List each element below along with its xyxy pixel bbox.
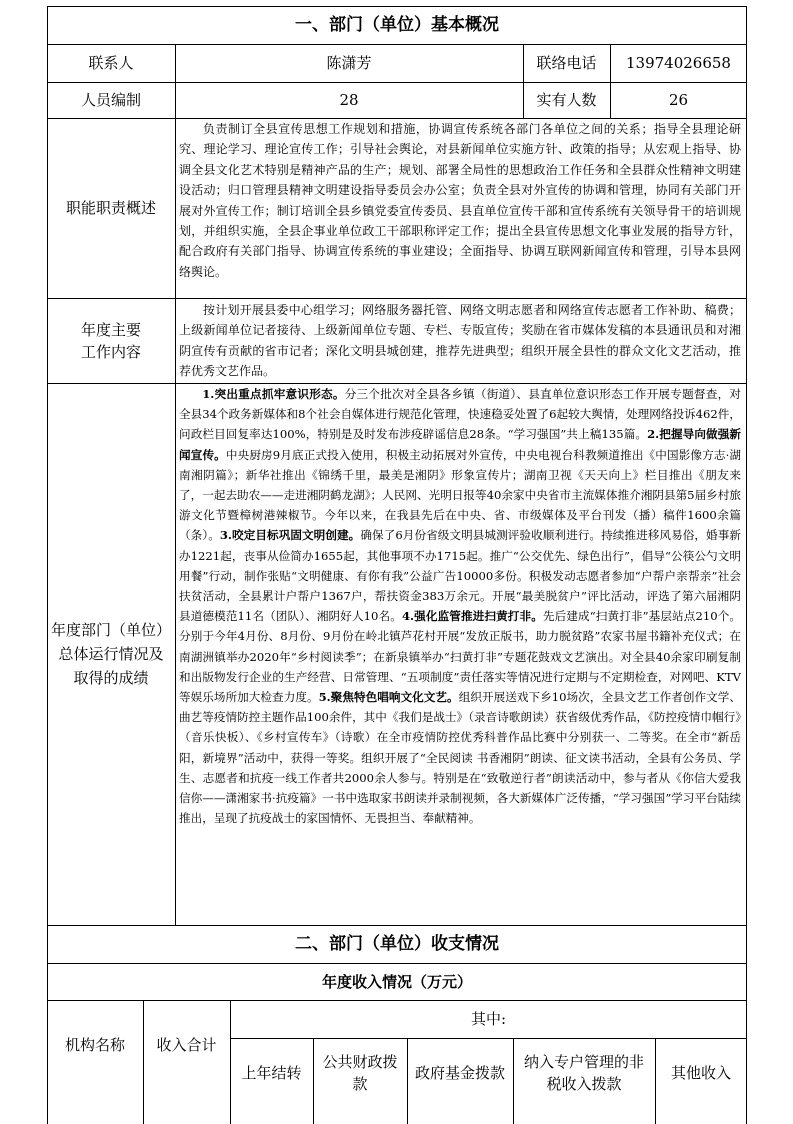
income-total-header: 收入合计 (156, 1036, 217, 1054)
overall-heading-5: 5.聚焦特色唱响文化文艺。 (318, 690, 459, 705)
rule (175, 44, 176, 925)
annual-work-label-line2: 工作内容 (80, 342, 141, 361)
overall-text-5: 组织开展送戏下乡10场次，全县文艺工作者创作文学、曲艺等疫情防控主题作品100余件，其中《我们是战士》（录音诗歌朗读）获省级优秀作品，《防控疫情巾帼行》（音乐快板）、《乡村宣传车》（诗歌）在全市疫情防控优秀科普作品比赛中分别获一、二等奖。在全市“新岳阳，新境界”活动中，获得一等奖。组织开展了“全民阅读 书香湘阴”朗读、征文读书活动，全县有公务员、学生、志愿者和抗疫一线工作者共2000余人参与。特别是在“致敬逆行者”朗读活动中，参与者从《你信大爱我信你——潇湘家书·抗疫篇》一书中选取家书朗读并录制视频，各大新媒体广泛传播，“学习强国”学习平台陆续推出，呈现了抗疫战士的家国情怀、无畏担当、奉献精神。 (179, 690, 741, 826)
phone-label: 联络电话 (536, 54, 597, 72)
overall-text (179, 384, 741, 924)
overall-heading-1: 1.突出重点抓牢意识形态。 (202, 387, 345, 401)
actual-label: 实有人数 (536, 91, 597, 109)
income-title: 年度收入情况（万元） (321, 972, 472, 991)
overall-label-line3: 取得的成绩 (73, 669, 149, 687)
column-header: 上年结转 (241, 1064, 302, 1082)
duties-text: 负责制订全县宣传思想工作规划和措施，协调宣传系统各部门各单位之间的关系；指导全县理论研究、理论学习、理论宣传工作；引导社会舆论，对县新闻单位实施方针、政策的指导；从宏观上指导、协调全县文化艺术特别是精神产品的生产；规划、部署全局性的思想政治工作任务和全县群众性精神文明建设活动；归口管理县精神文明建设指导委员会办公室；负责全县对外宣传的协调和管理，协同有关部门开展对外宣传工作；制订培训全县乡镇党委宣传委员、县直单位宣传干部和宣传系统有关领导骨干的培训规划，并组织实施，全县企事业单位政工干部职称评定工作；提出全县宣传思想文化事业发展的指导方针，配合政府有关部门指导、协调宣传系统的事业建设；全面指导、协调互联网新闻宣传和管理，引导本县网络舆论。 (179, 122, 741, 279)
org-name-header: 机构名称 (64, 1036, 125, 1054)
overall-text-3: 确保了6月份省级文明县城测评验收顺利进行。持续推进移风易俗，婚事新办1221起，丧事从俭简办1655起，其他事项不办1715起。推广“公交优先、绿色出行”，倡导“公筷公勺文明用餐”行动，制作张贴“文明健康、有你有我”公益广告10000多份。积极发动志愿者参加“户帮户亲帮亲”社会扶贫活动，全县累计户帮户1367户，帮扶资金383万余元。开展“最美脱贫户”评比活动，评选了第六届湘阴县道德模范11名（团队）、湘阴好人10名。 (179, 528, 741, 624)
overall-heading-3: 3.咬定目标巩固文明创建。 (219, 528, 361, 543)
rule (313, 1038, 314, 1124)
overall-label (47, 383, 175, 925)
column-header: 公共财政拨款 (322, 1053, 398, 1093)
annual-work-label (47, 298, 175, 383)
of-which-header: 其中: (470, 1010, 507, 1028)
overall-heading-2: 2.把握导向做强新闻宣传。 (179, 427, 741, 462)
overall-heading-4: 4.强化监管推进扫黄打非。 (401, 609, 543, 624)
section-title: 一、部门（单位）基本概况 (295, 15, 499, 35)
overall-text-1: 分三个批次对全县各乡镇（街道）、县直单位意识形态工作开展专题督查，对全县34个政务新媒体和8个社会自媒体进行规范化管理，快速稳妥处置了6起较大舆情，处理网络投诉462件，问政栏目回复率达100%，特别是及时发布涉疫辟谣信息28条。“学习强国”共上稿135篇。 (179, 387, 741, 442)
duties-label: 职能职责概述 (65, 199, 156, 217)
column-header: 政府基金拨款 (414, 1064, 505, 1082)
phone-value: 13974026658 (626, 54, 731, 72)
staff-value: 28 (339, 91, 359, 109)
staff-label: 人员编制 (80, 91, 141, 109)
overall-text-2: 中央厨房9月底正式投入使用，积极主动拓展对外宣传，中央电视台科教频道推出《中国影像方志·湖南湘阴篇》；新华社推出《锦绣千里，最美是湘阴》形象宣传片；湖南卫视《天天向上》栏目推出《朋友来了，一起去助农——走进湘阴鹤龙湖》；人民网、光明日报等40余家中央省市主流媒体推介湘阴县第5届乡村旅游文化节暨樟树港辣椒节。今年以来，在我县先后在中央、省、市级媒体及平台刊发（播）稿件1600余篇（条）。 (179, 447, 741, 543)
annual-work-text: 按计划开展县委中心组学习；网络服务器托管、网络文明志愿者和网络宣传志愿者工作补助、稿费；上级新闻单位记者接待、上级新闻单位专题、专栏、专版宣传；奖励在省市媒体发稿的本县通讯员和对湘阴宣传有贡献的省市记者；深化文明县城创建，推荐先进典型；组织开展全县性的群众文化文艺活动，推荐优秀文艺作品。 (179, 303, 741, 379)
overall-label-line2: 总体运行情况及 (58, 645, 164, 663)
contact-label: 联系人 (88, 54, 134, 72)
column-header: 其他收入 (670, 1064, 731, 1082)
rule (513, 1038, 514, 1124)
overall-text-4: 先后建成“扫黄打非”基层站点210个。分别于今年4月份、8月份、9月份在岭北镇芦花村开展“发放正版书，助力脱贫路”农家书屋书籍补充仪式；在南湖洲镇举办2020年“乡村阅读季”；在新泉镇举办“扫黄打非”专题花鼓戏文艺演出。对全县40余家印刷复制和出版物发行企业的生产经营、日常管理、“五项制度”责任落实等情况进行定期与不定期检查，对网吧、KTV等娱乐场所加大检查力度。 (179, 609, 741, 705)
overall-label-line1: 年度部门（单位） (50, 621, 171, 639)
annual-work-label-line1: 年度主要 (80, 320, 141, 339)
section-title: 二、部门（单位）收支情况 (295, 934, 499, 954)
actual-value: 26 (668, 91, 689, 109)
column-header: 纳入专户管理的非税收入拨款 (523, 1053, 644, 1093)
contact-value: 陈潇芳 (326, 54, 372, 72)
